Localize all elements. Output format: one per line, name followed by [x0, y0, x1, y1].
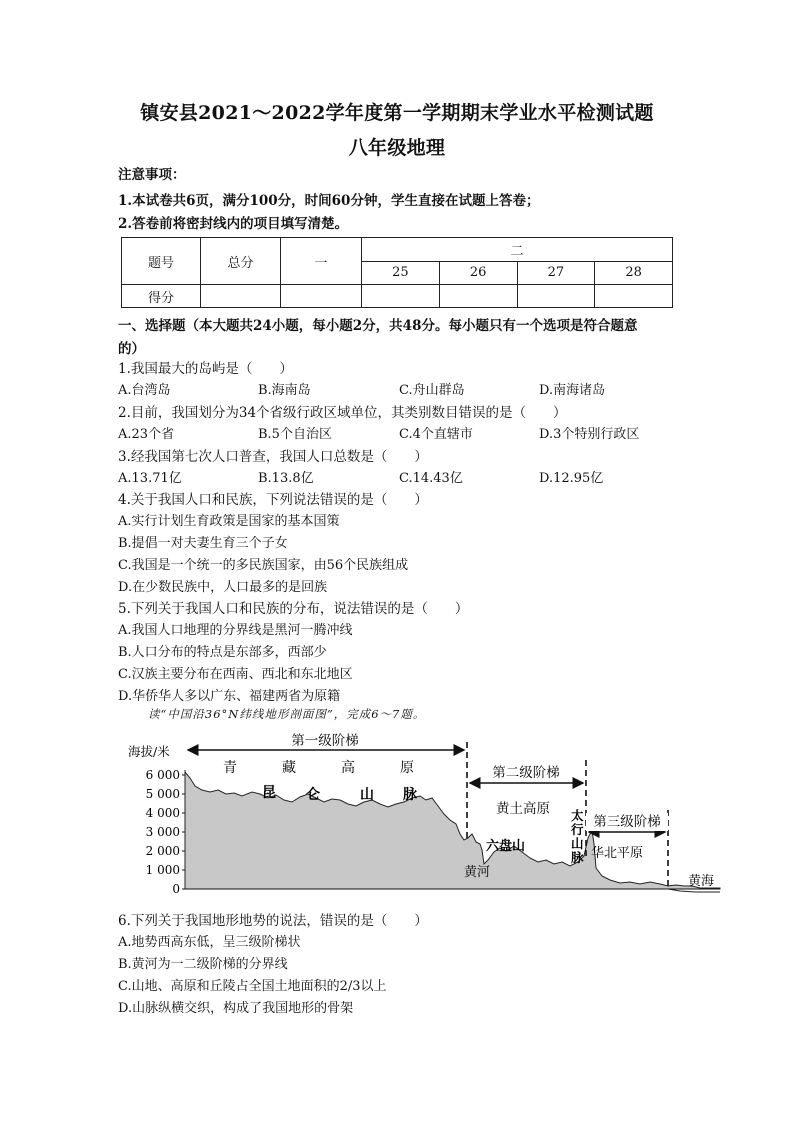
question-stem: 6.下列关于我国地形地势的说法，错误的是（ ）	[118, 913, 428, 929]
step1-label: 第一级阶梯	[291, 733, 359, 749]
option-d[interactable]: D.山脉纵横交织，构成了我国地形的骨架	[118, 1001, 354, 1016]
notice-item: 2.答卷前将密封线内的项目填写清楚。	[118, 216, 349, 232]
option-b[interactable]: B.黄河为一二级阶梯的分界线	[118, 957, 288, 972]
huanghai-label: 黄海	[688, 874, 715, 889]
y-ticks	[146, 768, 185, 896]
liupan-label: 六盘山	[486, 839, 526, 854]
question-stem: 1.我国最大的岛屿是（ ）	[118, 361, 293, 377]
y-tick-label: 5 000	[145, 787, 180, 801]
mountain-label: 山	[360, 787, 374, 803]
option-c[interactable]: C.14.43亿	[399, 471, 463, 486]
score-cell[interactable]	[595, 285, 673, 308]
question-stem: 5.下列关于我国人口和民族的分布，说法错误的是（ ）	[118, 601, 469, 617]
score-subcol: 25	[362, 261, 440, 285]
y-axis-label: 海拔/米	[128, 744, 170, 759]
y-tick-label: 2 000	[145, 844, 180, 858]
huanghe-label: 黄河	[464, 865, 491, 880]
y-tick-label: 3 000	[145, 825, 180, 839]
huabei-label: 华北平原	[591, 846, 644, 861]
option-b[interactable]: B.提倡一对夫妻生育三个子女	[118, 536, 288, 551]
region-label: 原	[400, 760, 414, 776]
taihang-label: 山	[571, 836, 584, 851]
y-tick-label: 1 000	[145, 863, 180, 877]
option-d[interactable]: D.在少数民族中，人口最多的是回族	[118, 580, 328, 595]
score-cell[interactable]	[201, 285, 281, 308]
option-c[interactable]: C.我国是一个统一的多民族国家，由56个民族组成	[118, 558, 409, 573]
option-c[interactable]: C.山地、高原和丘陵占全国土地面积的2/3以上	[118, 979, 387, 994]
option-d[interactable]: D.华侨华人多以广东、福建两省为原籍	[118, 689, 341, 704]
figure-caption: 读“中国沿36°N纬线地形剖面图”，完成6～7题。	[148, 707, 426, 721]
question-stem: 3.经我国第七次人口普查，我国人口总数是（ ）	[118, 449, 428, 465]
mountain-label: 脉	[403, 787, 417, 803]
score-col-zongfen: 总分	[201, 238, 281, 285]
option-a[interactable]: A.我国人口地理的分界线是黑河一腾冲线	[118, 623, 353, 638]
notice-item: 1.本试卷共6页，满分100分，时间60分钟，学生直接在试题上答卷；	[118, 193, 540, 209]
section1-heading: 一、选择题（本大题共24小题，每小题2分，共48分。每小题只有一个选项是符合题意	[118, 318, 638, 334]
score-col-er: 二	[362, 238, 673, 262]
option-b[interactable]: B.13.8亿	[258, 471, 314, 486]
y-tick-label: 6 000	[145, 768, 180, 782]
section1-heading-cont: 的）	[118, 341, 145, 357]
notice-heading: 注意事项：	[118, 167, 186, 183]
option-b[interactable]: B.海南岛	[258, 383, 311, 398]
score-cell[interactable]	[439, 285, 517, 308]
region-label: 藏	[282, 760, 296, 776]
score-table	[121, 237, 673, 308]
loess-label: 黄土高原	[496, 801, 550, 817]
step2-label: 第二级阶梯	[492, 765, 560, 781]
option-d[interactable]: D.3个特别行政区	[539, 427, 640, 442]
option-c[interactable]: C.舟山群岛	[399, 383, 465, 398]
score-subcol: 27	[517, 261, 595, 285]
option-a[interactable]: A.13.71亿	[118, 471, 182, 486]
option-a[interactable]: A.地势西高东低，呈三级阶梯状	[118, 935, 301, 950]
region-label: 青	[223, 760, 237, 776]
option-c[interactable]: C.汉族主要分布在西南、西北和东北地区	[118, 667, 353, 682]
option-b[interactable]: B.人口分布的特点是东部多，西部少	[118, 645, 327, 660]
option-a[interactable]: A.台湾岛	[118, 383, 171, 398]
option-d[interactable]: D.南海诸岛	[539, 383, 606, 398]
page-subtitle: 八年级地理	[348, 137, 446, 159]
score-row-defen: 得分	[122, 285, 201, 308]
y-tick-label: 4 000	[145, 806, 180, 820]
option-a[interactable]: A.实行计划生育政策是国家的基本国策	[118, 514, 340, 529]
terrain-profile-figure	[120, 720, 725, 902]
mountain-label: 仑	[306, 787, 320, 803]
score-cell[interactable]	[281, 285, 362, 308]
taihang-label: 行	[571, 822, 584, 837]
page-title: 镇安县2021～2022学年度第一学期期末学业水平检测试题	[140, 102, 654, 124]
region-label: 高	[341, 760, 355, 776]
option-a[interactable]: A.23个省	[118, 427, 175, 442]
y-tick-label: 0	[172, 882, 180, 896]
question-stem: 4.关于我国人口和民族，下列说法错误的是（ ）	[118, 492, 428, 508]
score-subcol: 26	[439, 261, 517, 285]
score-col-yi: 一	[281, 238, 362, 285]
taihang-label: 脉	[571, 850, 584, 865]
score-cell[interactable]	[517, 285, 595, 308]
score-cell[interactable]	[362, 285, 440, 308]
option-d[interactable]: D.12.95亿	[539, 471, 604, 486]
option-c[interactable]: C.4个直辖市	[399, 427, 473, 442]
option-b[interactable]: B.5个自治区	[258, 427, 332, 442]
score-col-tihao: 题号	[122, 238, 201, 285]
mountain-label: 昆	[262, 785, 276, 801]
question-stem: 2.目前，我国划分为34个省级行政区域单位，其类别数目错误的是（ ）	[118, 405, 567, 421]
taihang-label: 太	[571, 808, 584, 823]
score-subcol: 28	[595, 261, 673, 285]
step3-label: 第三级阶梯	[593, 814, 661, 830]
